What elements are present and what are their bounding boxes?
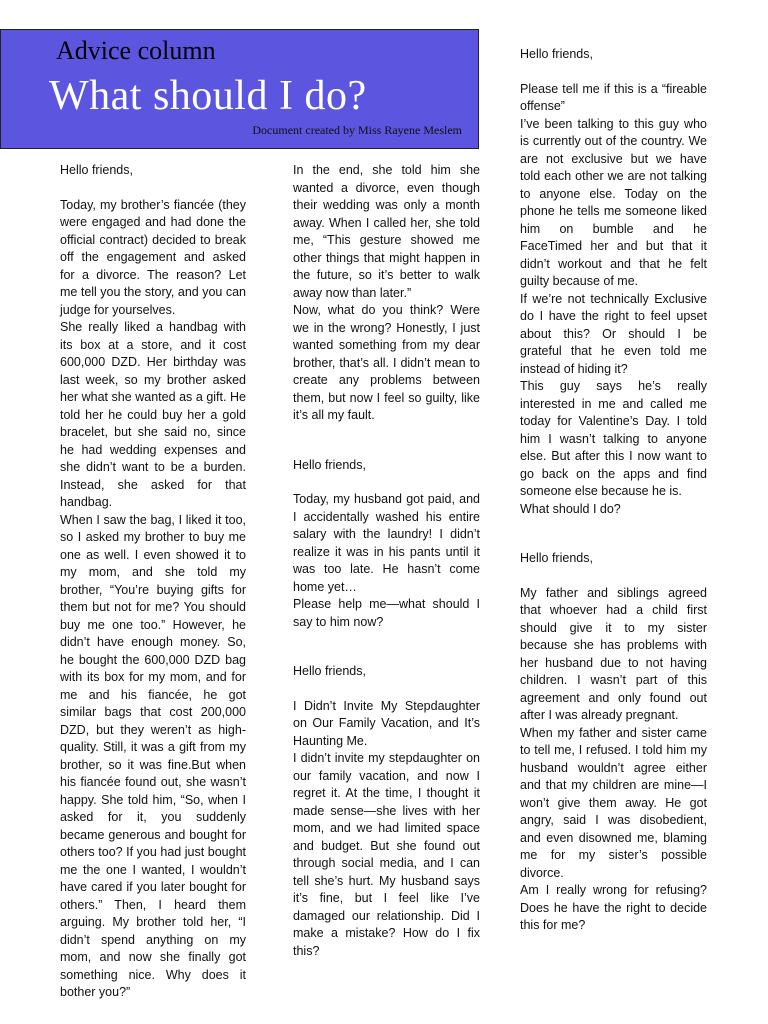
letter-3-greeting: Hello friends, (293, 664, 366, 678)
letter-1-greeting: Hello friends, (60, 163, 133, 177)
letter-4-paragraph: Please tell me if this is a “fireable offense” (520, 81, 707, 113)
column-1 (60, 162, 246, 1002)
byline: Document created by Miss Rayene Meslem (252, 123, 462, 137)
letter-5-greeting: Hello friends, (520, 551, 593, 565)
letter-5-paragraph: When my father and sister came to tell me, I refused. I told him my husband wouldn’t agree either and that my children are mine—I won’t give them away. He got angry, said I was disobedient, and even disowned me, blaming me for my sister’s possible divorce. (520, 725, 707, 880)
letter-4-paragraph: This guy says he’s really interested in me and called me today for Valentine’s Day. I told him I wasn’t talking to anyone else. But after this I now want to go back on the apps and find someone else because he is. (520, 379, 707, 498)
letter-4-paragraph: If we’re not technically Exclusive do I have the right to feel upset about this? Or should I be grateful that he even told me instead of hiding it? (520, 291, 707, 376)
section-kicker: Advice column (56, 36, 216, 65)
letter-2-paragraph: Please help me—what should I say to him now? (293, 597, 480, 629)
letter-3-paragraph: I Didn’t Invite My Stepdaughter on Our Family Vacation, and It’s Haunting Me. (293, 698, 480, 748)
letter-1-paragraph: Today, my brother’s fiancée (they were engaged and had done the official contract) decided to break off the engagement and asked for a divorce. The reason? Let me tell you the story, and you can judge for yourselves. (60, 197, 246, 317)
letter-1-paragraph: When I saw the bag, I liked it too, so I asked my brother to buy me one as well. I even showed it to my mom, and she told my brother, “You’re buying gifts for them but not for me? You should buy me one too.” However, he didn’t have enough money. So, he bought the 600,000 DZD bag with its box for my mom, and for me and his fiancée, he got similar bags that cost 200,000 DZD, but they weren’t as high-quality. Still, it was a gift from my brother, so it was fine.But when his fiancée found out, she wasn’t happy. She told him, “So, when I asked for it, you suddenly became generous and bought for others too? If you had just bought me the one I wanted, I wouldn’t have cared if you later bought for others.” Then, I heard them arguing. My brother told her, “I didn’t spend anything on my mom, and now she finally got something nice. Why does it bother you?” (60, 512, 246, 999)
letter-4-paragraph: I’ve been talking to this guy who is currently out of the country. We are not exclusive but we have told each other we are not talking to anyone else. Today on the phone he tells me someone liked him on bumble and he FaceTimed her and but that it didn’t workout and that he felt guilty because of me. (520, 116, 707, 288)
letter-2-greeting: Hello friends, (293, 457, 366, 472)
letter-4-greeting: Hello friends, (520, 47, 593, 61)
page-title: What should I do? (49, 73, 367, 119)
column-2 (293, 162, 480, 960)
letter-2-paragraph: Today, my husband got paid, and I accidentally washed his entire salary with the laundry! I didn’t realize it was in his pants until it was too late. He hasn’t come home yet… (293, 492, 480, 594)
letter-1-paragraph: In the end, she told him she wanted a divorce, even though their wedding was only a month away. When I called her, she told me, “This gesture showed me other things that might happen in the future, so it’s better to walk away now than later.” (293, 163, 480, 300)
letter-5-paragraph: My father and siblings agreed that whoever had a child first should give it to my sister because she has problems with her husband due to not having children. I wasn’t part of this agreement and only found out after I was already pregnant. (520, 585, 707, 722)
letter-3-paragraph: I didn’t invite my stepdaughter on our family vacation, and now I regret it. At the time, I thought it made sense—she lives with her mom, and we had limited space and budget. But she found out through social media, and I can tell she’s hurt. My husband says it’s fine, but I feel like I’ve damaged our relationship. Did I make a mistake? How do I fix this? (293, 751, 480, 958)
letter-4-paragraph: What should I do? (520, 501, 621, 516)
column-3 (520, 46, 707, 935)
masthead (0, 29, 479, 149)
letter-1-paragraph: She really liked a handbag with its box at a store, and it cost 600,000 DZD. Her birthday was last week, so my brother asked her what she wanted as a gift. He told her he could buy her a gold bracelet, but she said no, since he had wedding expenses and she didn’t want to be a burden. Instead, she asked for that handbag. (60, 320, 246, 509)
letter-1-paragraph: Now, what do you think? Were we in the wrong? Honestly, I just wanted something from my dear brother, that’s all. I didn’t mean to create any problems between them, but now I feel so guilty, like it’s all my fault. (293, 303, 480, 422)
letter-5-paragraph: Am I really wrong for refusing? Does he have the right to decide this for me? (520, 883, 707, 932)
